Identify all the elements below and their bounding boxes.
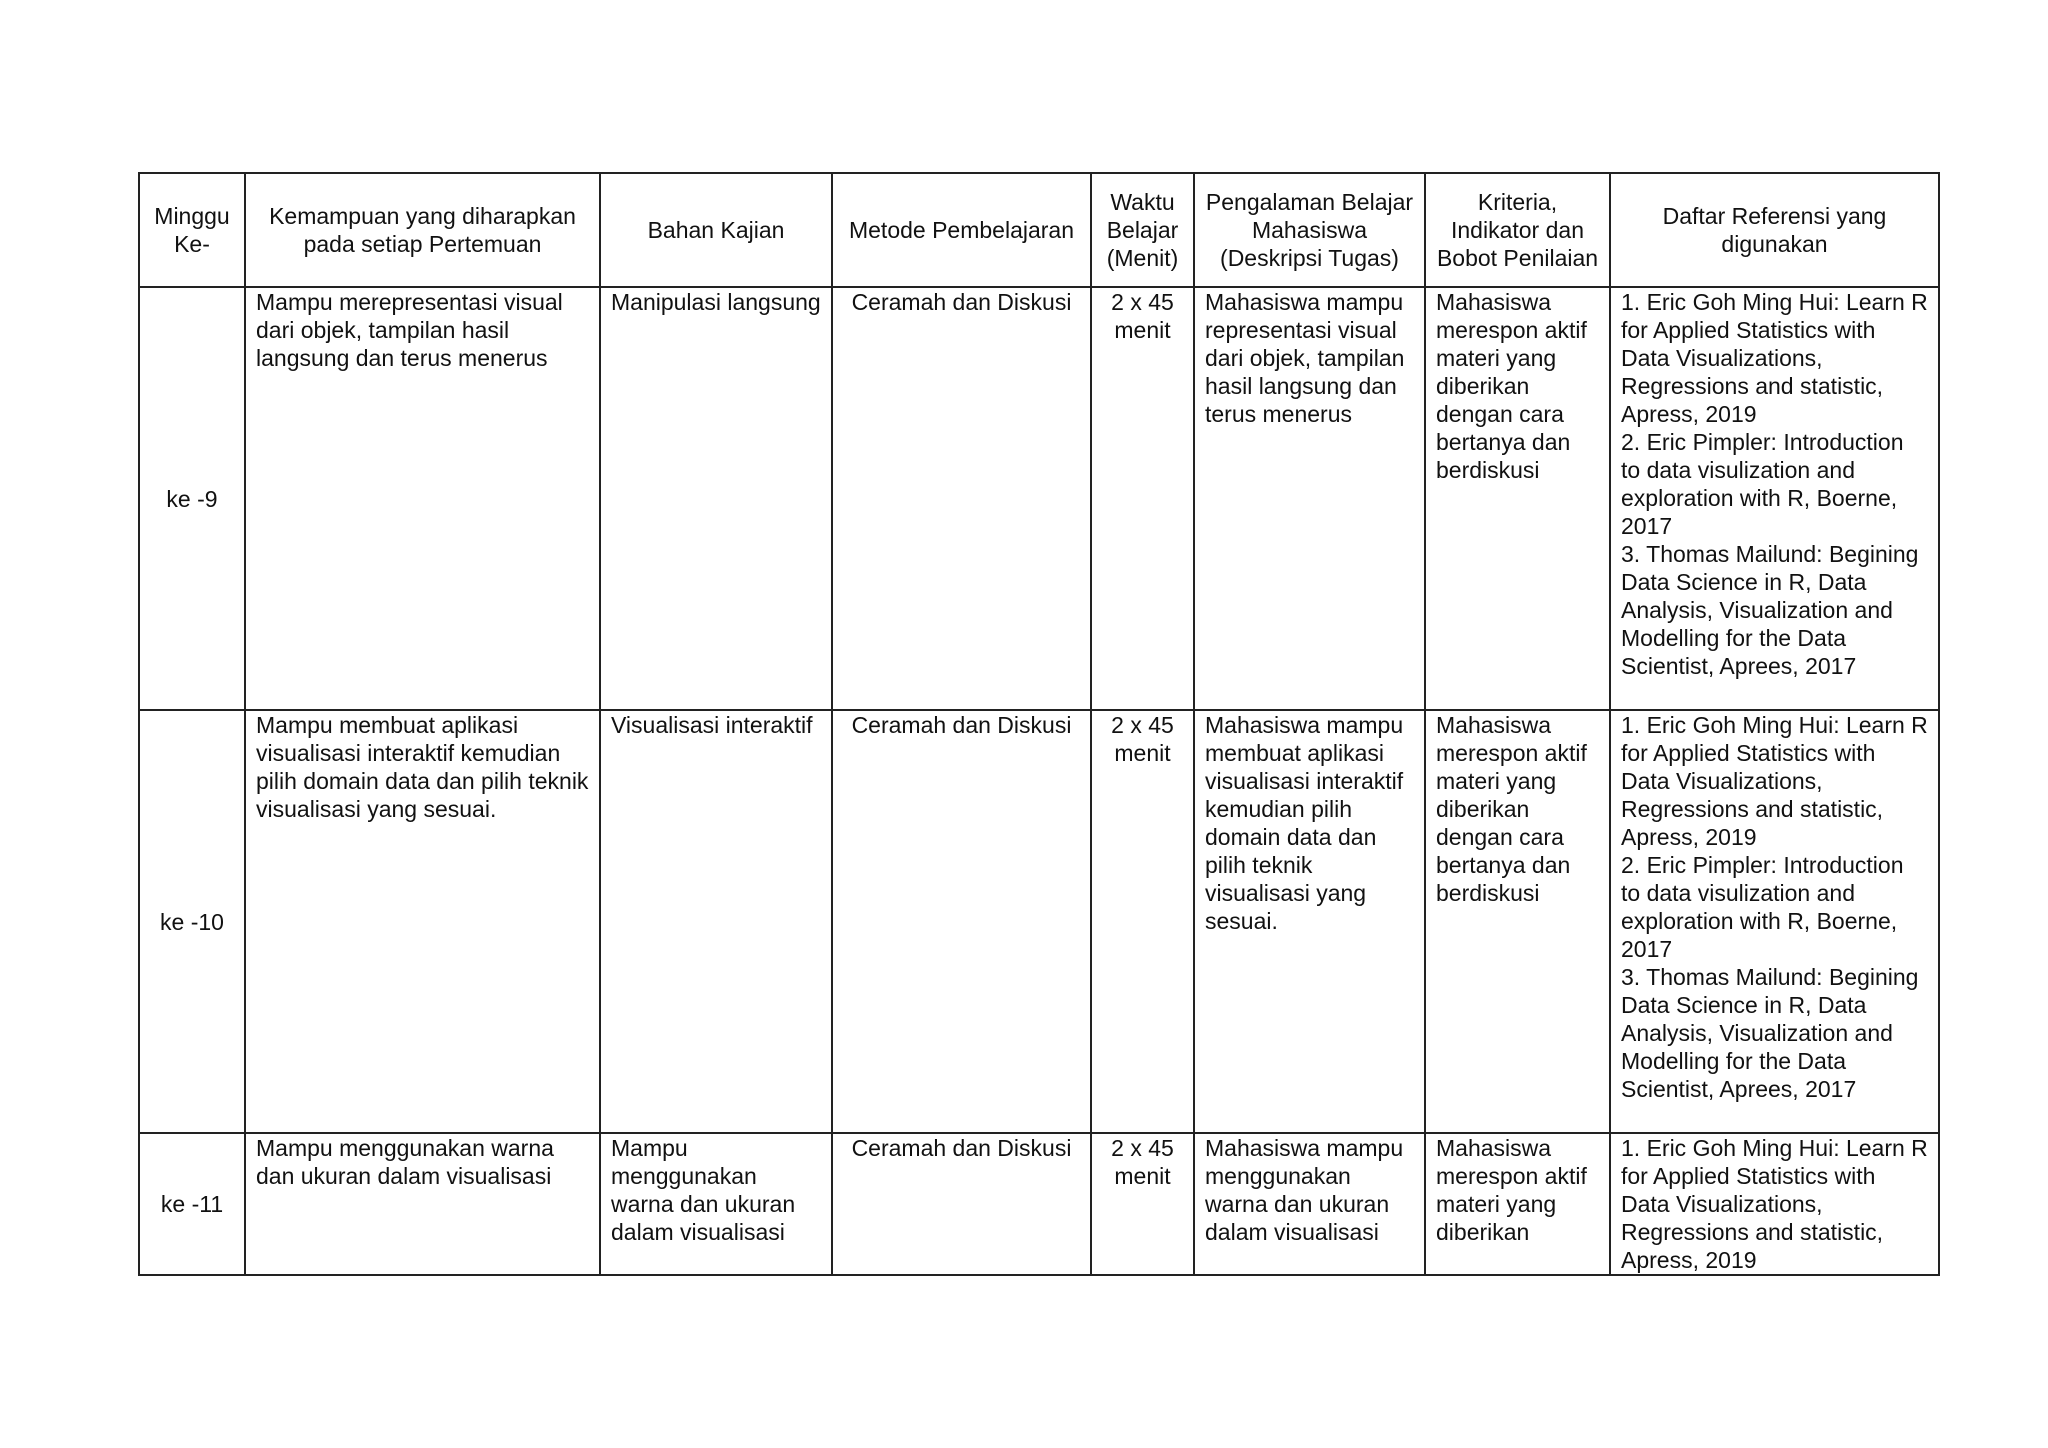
- reference-item: 1. Eric Goh Ming Hui: Learn R for Applied Statistics with Data Visualizations, Regressions and statistic, Apress, 2019: [1621, 289, 1928, 427]
- header-kemampuan: Kemampuan yang diharapkan pada setiap Pertemuan: [245, 173, 600, 287]
- cell-metode: Ceramah dan Diskusi: [832, 287, 1091, 710]
- cell-pengalaman: Mahasiswa mampu membuat aplikasi visualisasi interaktif kemudian pilih domain data dan pilih teknik visualisasi yang sesuai.: [1194, 710, 1425, 1133]
- cell-metode: Ceramah dan Diskusi: [832, 1133, 1091, 1275]
- header-metode: Metode Pembelajaran: [832, 173, 1091, 287]
- reference-item: 3. Thomas Mailund: Begining Data Science in R, Data Analysis, Visualization and Modelling for the Data Scientist, Aprees, 2017: [1621, 541, 1919, 679]
- cell-pengalaman: Mahasiswa mampu menggunakan warna dan ukuran dalam visualisasi: [1194, 1133, 1425, 1275]
- cell-kemampuan: Mampu membuat aplikasi visualisasi interaktif kemudian pilih domain data dan pilih teknik visualisasi yang sesuai.: [245, 710, 600, 1133]
- cell-kriteria: Mahasiswa merespon aktif materi yang diberikan dengan cara bertanya dan berdiskusi: [1425, 287, 1610, 710]
- reference-item: 2. Eric Pimpler: Introduction to data visulization and exploration with R, Boerne, 2017: [1621, 429, 1904, 539]
- cell-pengalaman: Mahasiswa mampu representasi visual dari objek, tampilan hasil langsung dan terus menerus: [1194, 287, 1425, 710]
- header-bahan-kajian: Bahan Kajian: [600, 173, 832, 287]
- cell-kemampuan: Mampu menggunakan warna dan ukuran dalam visualisasi: [245, 1133, 600, 1275]
- header-kriteria: Kriteria, Indikator dan Bobot Penilaian: [1425, 173, 1610, 287]
- cell-metode: Ceramah dan Diskusi: [832, 710, 1091, 1133]
- cell-bahan-kajian: Visualisasi interaktif: [600, 710, 832, 1133]
- cell-waktu: 2 x 45 menit: [1091, 287, 1194, 710]
- cell-kriteria: Mahasiswa merespon aktif materi yang diberikan: [1425, 1133, 1610, 1275]
- table-row: [139, 710, 1939, 1133]
- cell-referensi: [1610, 1133, 1939, 1275]
- reference-item: 3. Thomas Mailund: Begining Data Science in R, Data Analysis, Visualization and Modelling for the Data Scientist, Aprees, 2017: [1621, 964, 1919, 1102]
- header-referensi: Daftar Referensi yang digunakan: [1610, 173, 1939, 287]
- cell-minggu: ke -11: [139, 1133, 245, 1275]
- table-row: [139, 287, 1939, 710]
- header-row: [139, 173, 1939, 287]
- cell-kemampuan: Mampu merepresentasi visual dari objek, tampilan hasil langsung dan terus menerus: [245, 287, 600, 710]
- cell-minggu: ke -9: [139, 287, 245, 710]
- cell-waktu: 2 x 45 menit: [1091, 1133, 1194, 1275]
- cell-referensi: [1610, 287, 1939, 710]
- course-plan-table: [138, 172, 1940, 1276]
- header-pengalaman: Pengalaman Belajar Mahasiswa (Deskripsi Tugas): [1194, 173, 1425, 287]
- cell-bahan-kajian: Mampu menggunakan warna dan ukuran dalam visualisasi: [600, 1133, 832, 1275]
- reference-item: 2. Eric Pimpler: Introduction to data visulization and exploration with R, Boerne, 2017: [1621, 852, 1904, 962]
- cell-bahan-kajian: Manipulasi langsung: [600, 287, 832, 710]
- cell-kriteria: Mahasiswa merespon aktif materi yang diberikan dengan cara bertanya dan berdiskusi: [1425, 710, 1610, 1133]
- header-minggu: Minggu Ke-: [139, 173, 245, 287]
- reference-item: 1. Eric Goh Ming Hui: Learn R for Applied Statistics with Data Visualizations, Regressions and statistic, Apress, 2019: [1621, 1135, 1928, 1273]
- cell-referensi: [1610, 710, 1939, 1133]
- cell-waktu: 2 x 45 menit: [1091, 710, 1194, 1133]
- table-row: [139, 1133, 1939, 1275]
- reference-item: 1. Eric Goh Ming Hui: Learn R for Applied Statistics with Data Visualizations, Regressions and statistic, Apress, 2019: [1621, 712, 1928, 850]
- cell-minggu: ke -10: [139, 710, 245, 1133]
- header-waktu: Waktu Belajar (Menit): [1091, 173, 1194, 287]
